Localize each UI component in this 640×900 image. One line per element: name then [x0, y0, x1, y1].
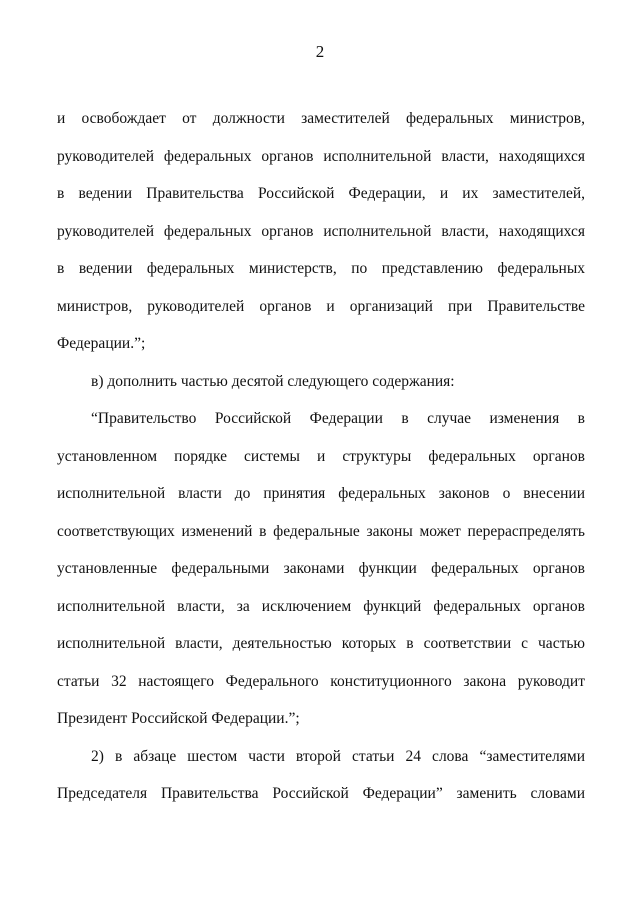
text-line: и освобождает от должности заместителей федеральных министров,	[57, 110, 585, 127]
text-line: установленные федеральными законами функции федеральных органов	[57, 560, 585, 577]
text-line: исполнительной власти, деятельностью которых в соответствии с частью	[57, 635, 585, 652]
text-line: в) дополнить частью десятой следующего содержания:	[91, 372, 455, 390]
page-number: 2	[315, 42, 325, 61]
text-line: руководителей федеральных органов исполнительной власти, находящихся	[57, 222, 585, 240]
text-line: “Правительство Российской Федерации в случае изменения в	[91, 410, 585, 427]
document-body	[57, 100, 585, 813]
text-line: статьи 32 настоящего Федерального конституционного закона руководит	[57, 672, 585, 690]
text-line: министров, руководителей органов и организаций при Правительстве	[57, 297, 585, 315]
text-line: 2) в абзаце шестом части второй статьи 24 слова “заместителями	[91, 747, 585, 765]
text-line: Председателя Правительства Российской Федерации” заменить словами	[57, 785, 585, 802]
text-line: соответствующих изменений в федеральные законы может перераспределять	[57, 522, 585, 540]
text-line: установленном порядке системы и структуры федеральных органов	[57, 447, 585, 465]
text-line: руководителей федеральных органов исполнительной власти, находящихся	[57, 147, 585, 165]
text-line: в ведении Правительства Российской Федерации, и их заместителей,	[57, 185, 585, 202]
text-line: Федерации.”;	[57, 335, 146, 352]
text-line: исполнительной власти до принятия федеральных законов о внесении	[57, 485, 585, 502]
text-line: исполнительной власти, за исключением функций федеральных органов	[57, 597, 585, 615]
text-line: в ведении федеральных министерств, по представлению федеральных	[57, 260, 585, 277]
text-line: Президент Российской Федерации.”;	[57, 710, 300, 727]
